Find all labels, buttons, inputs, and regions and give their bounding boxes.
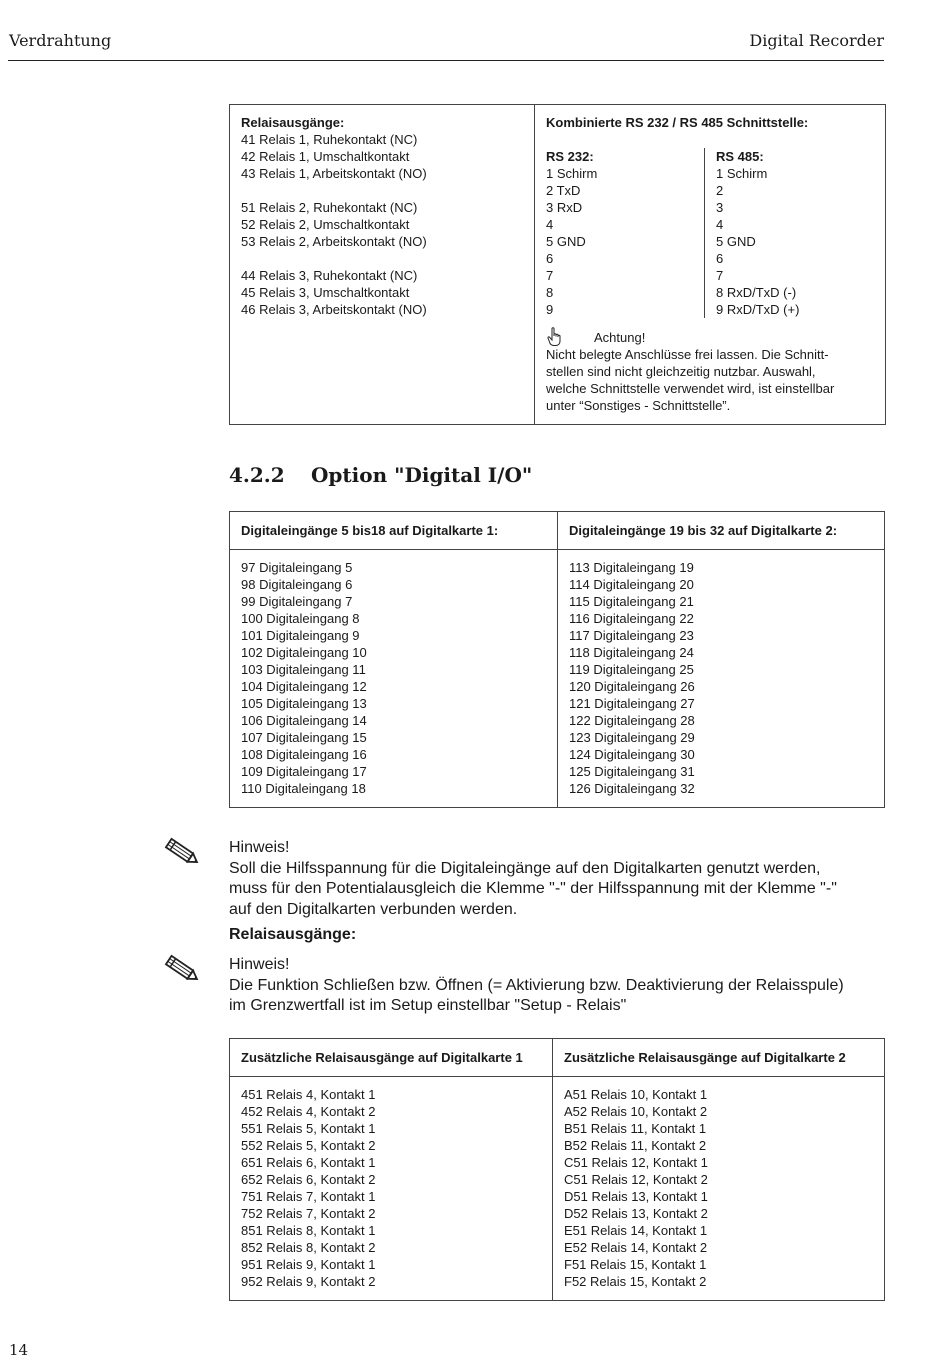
pencil-icon	[162, 836, 202, 868]
list-item: 41 Relais 1, Ruhekontakt (NC)	[241, 132, 418, 147]
list-item: 110 Digitaleingang 18	[241, 781, 366, 796]
serial-interface-title: Kombinierte RS 232 / RS 485 Schnittstelle:	[546, 115, 809, 130]
list-item: 451 Relais 4, Kontakt 1	[241, 1087, 376, 1102]
warning-line: Nicht belegte Anschlüsse frei lassen. Die Schnitt-	[546, 347, 829, 362]
relay-group-1	[241, 131, 523, 182]
list-item: 9	[546, 302, 554, 317]
note-line: Soll die Hilfsspannung für die Digitaleingänge auf den Digitalkarten genutzt werden,	[229, 859, 821, 877]
relay-outputs-cell	[230, 105, 535, 425]
warning-line: stellen sind nicht gleichzeitig nutzbar. Auswahl,	[546, 364, 816, 379]
list-item: 852 Relais 8, Kontakt 2	[241, 1240, 376, 1255]
list-item: 5 GND	[546, 234, 586, 249]
list-item: 45 Relais 3, Umschaltkontakt	[241, 285, 410, 300]
warning-title: Achtung!	[594, 330, 646, 345]
relay-outputs-subheading: Relaisausgänge:	[229, 926, 357, 943]
list-item: 7	[546, 268, 554, 283]
relay-group-2	[241, 199, 523, 250]
list-item: 53 Relais 2, Arbeitskontakt (NO)	[241, 234, 427, 249]
list-item: 551 Relais 5, Kontakt 1	[241, 1121, 376, 1136]
list-item: 9 RxD/TxD (+)	[716, 302, 800, 317]
section-heading	[229, 463, 532, 487]
note-digital-inputs	[229, 838, 889, 920]
list-item: 2 TxD	[546, 183, 581, 198]
list-item: 113 Digitaleingang 19	[569, 560, 694, 575]
relay-outputs-card1	[230, 1077, 553, 1301]
list-item: B52 Relais 11, Kontakt 2	[564, 1138, 707, 1153]
list-item: 951 Relais 9, Kontakt 1	[241, 1257, 376, 1272]
list-item: F51 Relais 15, Kontakt 1	[564, 1257, 707, 1272]
digital-inputs-card1	[230, 550, 558, 808]
serial-interface-cell	[535, 105, 886, 425]
warning-line: unter “Sonstiges - Schnittstelle”.	[546, 398, 731, 413]
column-header: Zusätzliche Relaisausgänge auf Digitalkarte 1	[230, 1039, 553, 1077]
list-item: 97 Digitaleingang 5	[241, 560, 353, 575]
column-header: Zusätzliche Relaisausgänge auf Digitalkarte 2	[553, 1039, 885, 1077]
list-item: 8	[546, 285, 554, 300]
list-item: 126 Digitaleingang 32	[569, 781, 695, 796]
list-item: 6	[546, 251, 554, 266]
list-item: D51 Relais 13, Kontakt 1	[564, 1189, 708, 1204]
note-line: im Grenzwertfall ist im Setup einstellbar "Setup - Relais"	[229, 997, 627, 1014]
list-item: 125 Digitaleingang 31	[569, 764, 695, 779]
pencil-icon	[162, 953, 202, 985]
section-title: Option "Digital I/O"	[311, 463, 533, 487]
list-item: 100 Digitaleingang 8	[241, 611, 360, 626]
list-item: 2	[716, 183, 724, 198]
list-item: 43 Relais 1, Arbeitskontakt (NO)	[241, 166, 427, 181]
list-item: 452 Relais 4, Kontakt 2	[241, 1104, 376, 1119]
header-product-title: Digital Recorder	[749, 31, 884, 50]
list-item: E52 Relais 14, Kontakt 2	[564, 1240, 708, 1255]
table-row	[230, 1077, 885, 1301]
warning-text	[546, 346, 874, 414]
list-item: 3	[716, 200, 724, 215]
additional-relay-table	[229, 1038, 885, 1301]
pointing-hand-icon	[546, 327, 570, 346]
list-item: 1 Schirm	[716, 166, 768, 181]
list-item: 107 Digitaleingang 15	[241, 730, 367, 745]
list-item: 121 Digitaleingang 27	[569, 696, 695, 711]
list-item: 3 RxD	[546, 200, 583, 215]
list-item: 124 Digitaleingang 30	[569, 747, 695, 762]
warning-line: welche Schnittstelle verwendet wird, ist einstellbar	[546, 381, 835, 396]
digital-inputs-table	[229, 511, 885, 808]
list-item: 44 Relais 3, Ruhekontakt (NC)	[241, 268, 418, 283]
rs485-column	[704, 148, 874, 318]
table-header-row	[230, 512, 885, 550]
relay-outputs-title: Relaisausgänge:	[241, 115, 345, 130]
column-header: Digitaleingänge 19 bis 32 auf Digitalkarte 2:	[558, 512, 885, 550]
list-item: 46 Relais 3, Arbeitskontakt (NO)	[241, 302, 427, 317]
list-item: 1 Schirm	[546, 166, 598, 181]
relay-outputs-card2	[553, 1077, 885, 1301]
list-item: 751 Relais 7, Kontakt 1	[241, 1189, 376, 1204]
list-item: 103 Digitaleingang 11	[241, 662, 366, 677]
list-item: 119 Digitaleingang 25	[569, 662, 694, 677]
list-item: C51 Relais 12, Kontakt 1	[564, 1155, 708, 1170]
list-item: 5 GND	[716, 234, 756, 249]
note-relay-function	[229, 955, 889, 1017]
list-item: E51 Relais 14, Kontakt 1	[564, 1223, 708, 1238]
list-item: A51 Relais 10, Kontakt 1	[564, 1087, 708, 1102]
list-item: 652 Relais 6, Kontakt 2	[241, 1172, 376, 1187]
column-header: Digitaleingänge 5 bis18 auf Digitalkarte 1:	[230, 512, 558, 550]
table-row	[230, 550, 885, 808]
list-item: 51 Relais 2, Ruhekontakt (NC)	[241, 200, 418, 215]
list-item: 4	[546, 217, 554, 232]
list-item: 552 Relais 5, Kontakt 2	[241, 1138, 376, 1153]
rs232-column	[546, 148, 704, 318]
note-line: muss für den Potentialausgleich die Klemme "-" der Hilfsspannung mit der Klemme "-"	[229, 880, 837, 897]
list-item: 101 Digitaleingang 9	[241, 628, 360, 643]
note-line: auf den Digitalkarten verbunden werden.	[229, 900, 518, 918]
list-item: 8 RxD/TxD (-)	[716, 285, 797, 300]
list-item: 102 Digitaleingang 10	[241, 645, 367, 660]
rs-pin-columns	[546, 148, 874, 318]
warning-heading	[546, 327, 874, 346]
relay-interface-table	[229, 104, 886, 425]
note-title: Hinweis!	[229, 839, 290, 856]
table-row	[230, 105, 886, 425]
list-item: 117 Digitaleingang 23	[569, 628, 694, 643]
list-item: 120 Digitaleingang 26	[569, 679, 695, 694]
rs232-title: RS 232:	[546, 149, 594, 164]
header-divider	[8, 60, 884, 61]
list-item: 116 Digitaleingang 22	[569, 611, 694, 626]
list-item: 42 Relais 1, Umschaltkontakt	[241, 149, 410, 164]
list-item: 851 Relais 8, Kontakt 1	[241, 1223, 376, 1238]
table-header-row	[230, 1039, 885, 1077]
list-item: 123 Digitaleingang 29	[569, 730, 695, 745]
note-title: Hinweis!	[229, 956, 290, 973]
section-number: 4.2.2	[229, 463, 285, 487]
list-item: 118 Digitaleingang 24	[569, 645, 694, 660]
list-item: 7	[716, 268, 724, 283]
list-item: 122 Digitaleingang 28	[569, 713, 695, 728]
list-item: 114 Digitaleingang 20	[569, 577, 694, 592]
list-item: A52 Relais 10, Kontakt 2	[564, 1104, 708, 1119]
list-item: 52 Relais 2, Umschaltkontakt	[241, 217, 410, 232]
list-item: 105 Digitaleingang 13	[241, 696, 367, 711]
list-item: 4	[716, 217, 724, 232]
list-item: 651 Relais 6, Kontakt 1	[241, 1155, 376, 1170]
header-chapter-title: Verdrahtung	[9, 31, 112, 50]
list-item: 6	[716, 251, 724, 266]
list-item: 104 Digitaleingang 12	[241, 679, 367, 694]
list-item: D52 Relais 13, Kontakt 2	[564, 1206, 708, 1221]
page-number: 14	[9, 1341, 29, 1359]
list-item: 109 Digitaleingang 17	[241, 764, 367, 779]
list-item: 108 Digitaleingang 16	[241, 747, 367, 762]
list-item: 952 Relais 9, Kontakt 2	[241, 1274, 376, 1289]
digital-inputs-card2	[558, 550, 885, 808]
note-line: Die Funktion Schließen bzw. Öffnen (= Aktivierung bzw. Deaktivierung der Relaisspule)	[229, 976, 844, 994]
list-item: F52 Relais 15, Kontakt 2	[564, 1274, 707, 1289]
list-item: B51 Relais 11, Kontakt 1	[564, 1121, 707, 1136]
list-item: 752 Relais 7, Kontakt 2	[241, 1206, 376, 1221]
list-item: 115 Digitaleingang 21	[569, 594, 694, 609]
relay-group-3	[241, 267, 523, 318]
list-item: 98 Digitaleingang 6	[241, 577, 353, 592]
list-item: 99 Digitaleingang 7	[241, 594, 353, 609]
list-item: 106 Digitaleingang 14	[241, 713, 367, 728]
rs485-title: RS 485:	[716, 149, 764, 164]
list-item: C51 Relais 12, Kontakt 2	[564, 1172, 708, 1187]
